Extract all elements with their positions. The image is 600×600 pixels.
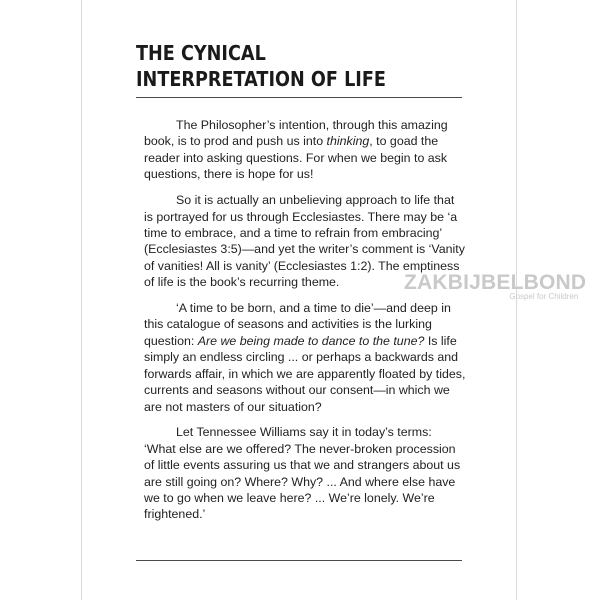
text-run: ‘A time to be born, and a time to die’—and deep in this catalogue of seasons and activities is the lurking question: [144, 301, 451, 348]
text-run: , to goad the reader into asking questions. For when we begin to ask questions, there is hope for us! [144, 134, 448, 182]
footer-rule [136, 560, 462, 561]
watermark-brand: ZAKBIJBELBOND [404, 271, 587, 294]
text-run: The Philosopher’s intention, through this amazing book, is to prod and push us into [144, 118, 448, 149]
paragraph [144, 300, 466, 415]
paragraph [144, 424, 466, 522]
page-title [136, 40, 411, 92]
title-line-2: INTERPRETATION OF LIFE [136, 67, 386, 91]
watermark-tagline: Gospel for Children [509, 292, 579, 301]
title-rule [136, 97, 462, 98]
title-line-1: THE CYNICAL [136, 41, 266, 65]
body-text [144, 117, 466, 532]
italic-text: thinking [326, 134, 370, 149]
paragraph [144, 192, 466, 290]
text-run: Is life simply an endless circling ... or perhaps a backwards and forwards affair, in which we are apparently floated by tides, currents and seasons without our consent—in which we are not masters of our situation? [144, 333, 466, 414]
text-run: So it is actually an unbelieving approach to life that is portrayed for us through Ecclesiastes. There may be ‘a time to embrace, and a time to refrain from embracing’ (Ecclesiastes 3:5)—and yet the writer’s comment is ‘Vanity of vanities! All is vanity’ (Ecclesiastes 1:2). The emptiness of life is the book’s recurring theme. [144, 193, 465, 290]
italic-text: Are we being made to dance to the tune? [197, 333, 425, 348]
text-run: Let Tennessee Williams say it in today’s terms: ‘What else are we offered? The never-broken procession of little events assuring us that we and strangers about us are still going on? Where? Why? ... And where else have we to go when we leave here? ... We’re lonely. We’re frightened.’ [144, 425, 461, 522]
paragraph [144, 117, 466, 183]
